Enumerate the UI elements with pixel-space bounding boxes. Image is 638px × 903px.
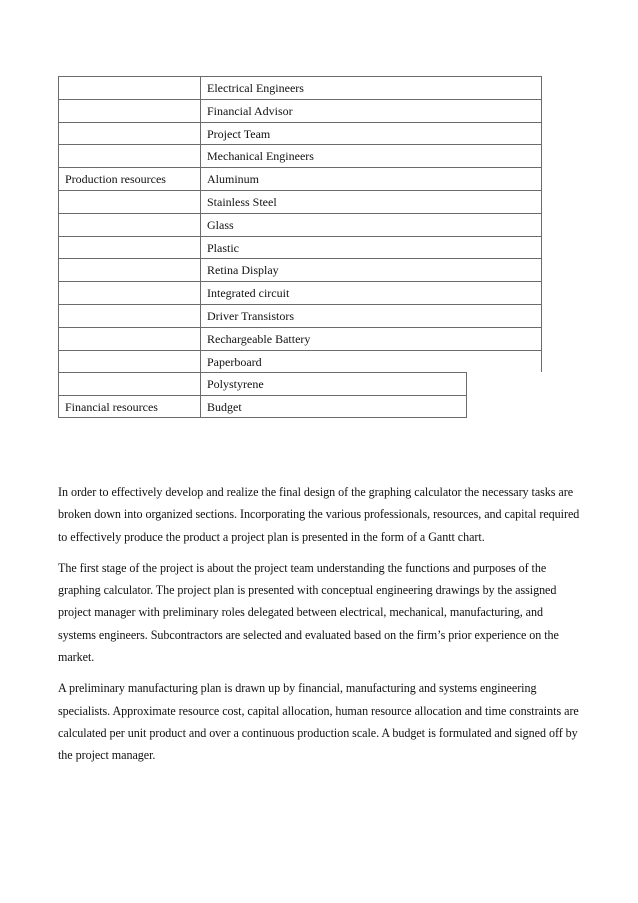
category-cell (59, 328, 201, 350)
category-cell (59, 237, 201, 259)
table-row (58, 76, 542, 99)
category-cell (59, 191, 201, 213)
table-row (58, 372, 467, 395)
table-row (58, 350, 542, 373)
category-cell (59, 305, 201, 327)
table-row (58, 236, 542, 259)
table-row (58, 304, 542, 327)
item-cell: Project Team (207, 126, 271, 141)
body-text (58, 481, 580, 776)
category-cell (59, 214, 201, 236)
table-row (58, 213, 542, 236)
item-cell: Polystyrene (207, 377, 264, 392)
table-row (58, 167, 542, 190)
item-cell: Mechanical Engineers (207, 149, 314, 164)
table-row (58, 395, 467, 418)
item-cell: Stainless Steel (207, 194, 277, 209)
item-cell: Integrated circuit (207, 286, 290, 301)
table-row (58, 122, 542, 145)
resources-table (58, 76, 542, 418)
item-cell: Electrical Engineers (207, 81, 304, 95)
table-row (58, 99, 542, 122)
item-cell: Paperboard (207, 354, 262, 369)
item-cell: Driver Transistors (207, 308, 295, 323)
category-cell (59, 123, 201, 145)
paragraph: In order to effectively develop and realize the final design of the graphing calculator the necessary tasks are broken down into organized sections. Incorporating the various professionals, resources, and capital required to effectively produce the product a project plan is presented in the form of a Gantt chart. (58, 485, 580, 544)
item-cell: Plastic (207, 240, 239, 255)
category-cell (59, 77, 201, 99)
item-cell: Rechargeable Battery (207, 331, 311, 346)
category-cell (59, 373, 201, 395)
item-cell: Glass (207, 217, 234, 232)
table-row (58, 258, 542, 281)
category-cell (59, 351, 201, 373)
category-cell (59, 100, 201, 122)
category-cell (59, 259, 201, 281)
item-cell: Financial Advisor (207, 103, 293, 118)
item-cell: Retina Display (207, 263, 279, 278)
paragraph: A preliminary manufacturing plan is drawn up by financial, manufacturing and systems engineering specialists. Approximate resource cost, capital allocation, human resource allocation and time constraints are calculated per unit product and over a continuous production scale. A budget is formulated and signed off by the project manager. (58, 681, 579, 763)
table-row (58, 190, 542, 213)
paragraph: The first stage of the project is about the project team understanding the functions and purposes of the graphing calculator. The project plan is presented with conceptual engineering drawings by the assigned project manager with preliminary roles delegated between electrical, mechanical, manufacturing, and systems engineers. Subcontractors are selected and evaluated based on the firm’s prior experience on the market. (58, 560, 559, 665)
category-cell (59, 145, 201, 167)
category-cell: Financial resources (59, 396, 201, 417)
category-cell (59, 282, 201, 304)
item-cell: Aluminum (207, 172, 260, 187)
table-row (58, 281, 542, 304)
item-cell: Budget (207, 400, 242, 415)
category-cell: Production resources (59, 168, 201, 190)
table-row (58, 327, 542, 350)
table-row (58, 144, 542, 167)
